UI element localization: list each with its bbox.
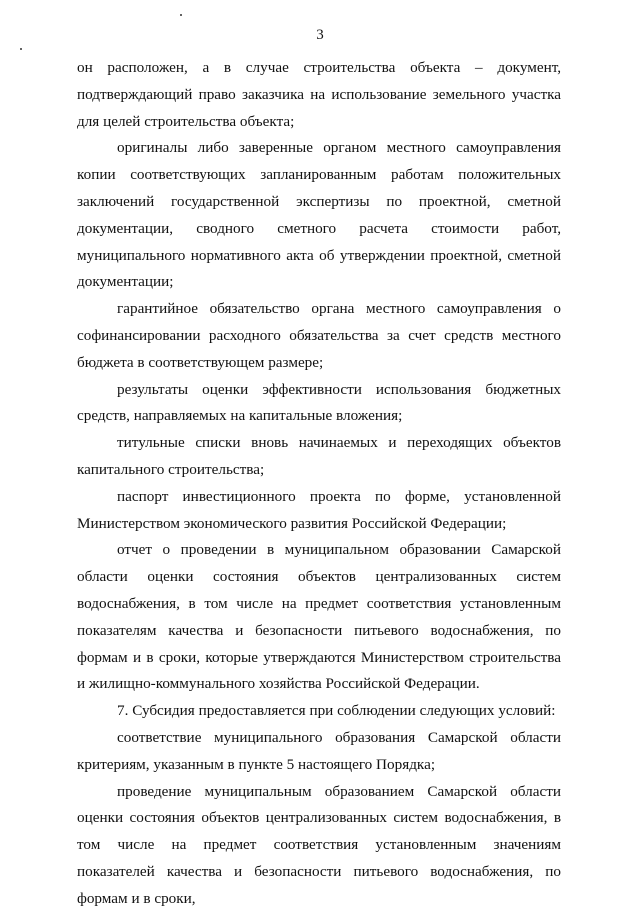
page-number: 3: [316, 27, 324, 43]
scan-speck: [20, 48, 22, 50]
paragraph: проведение муниципальным образованием Самарской области оценки состояния объектов централизованных систем водоснабжения, в том числе на предмет соответствия установленным значениям показателей качества и безопасности питьевого водоснабжения, по формам и в сроки,: [77, 782, 561, 907]
paragraph: 7. Субсидия предоставляется при соблюдении следующих условий:: [117, 702, 556, 720]
paragraph: титульные списки вновь начинаемых и переходящих объектов капитального строительства;: [77, 434, 561, 478]
paragraph: оригиналы либо заверенные органом местного самоуправления копии соответствующих запланированным работам положительных заключений государственной экспертизы по проектной, сметной документации, сводного сметного расчета стоимости работ, муниципального нормативного акта об утверждении проектной, сметной документации;: [77, 139, 561, 291]
paragraph: отчет о проведении в муниципальном образовании Самарской области оценки состояния объектов централизованных систем водоснабжения, в том числе на предмет соответствия установленным показателям качества и безопасности питьевого водоснабжения, по формам и в сроки, которые утверждаются Министерством строительства и жилищно-коммунального хозяйства Российской Федерации.: [77, 541, 561, 693]
scan-speck: [180, 14, 182, 16]
paragraph: паспорт инвестиционного проекта по форме, установленной Министерством экономического развития Российской Федерации;: [77, 487, 561, 532]
paragraph: он расположен, а в случае строительства объекта – документ, подтверждающий право заказчика на использование земельного участка для целей строительства объекта;: [77, 59, 561, 130]
paragraph: результаты оценки эффективности использования бюджетных средств, направляемых на капитальные вложения;: [77, 380, 561, 425]
document-body: [77, 55, 561, 913]
paragraph: соответствие муниципального образования Самарской области критериям, указанным в пункте 5 настоящего Порядка;: [77, 728, 561, 773]
paragraph: гарантийное обязательство органа местного самоуправления о софинансировании расходного обязательства за счет средств местного бюджета в соответствующем размере;: [77, 300, 561, 371]
